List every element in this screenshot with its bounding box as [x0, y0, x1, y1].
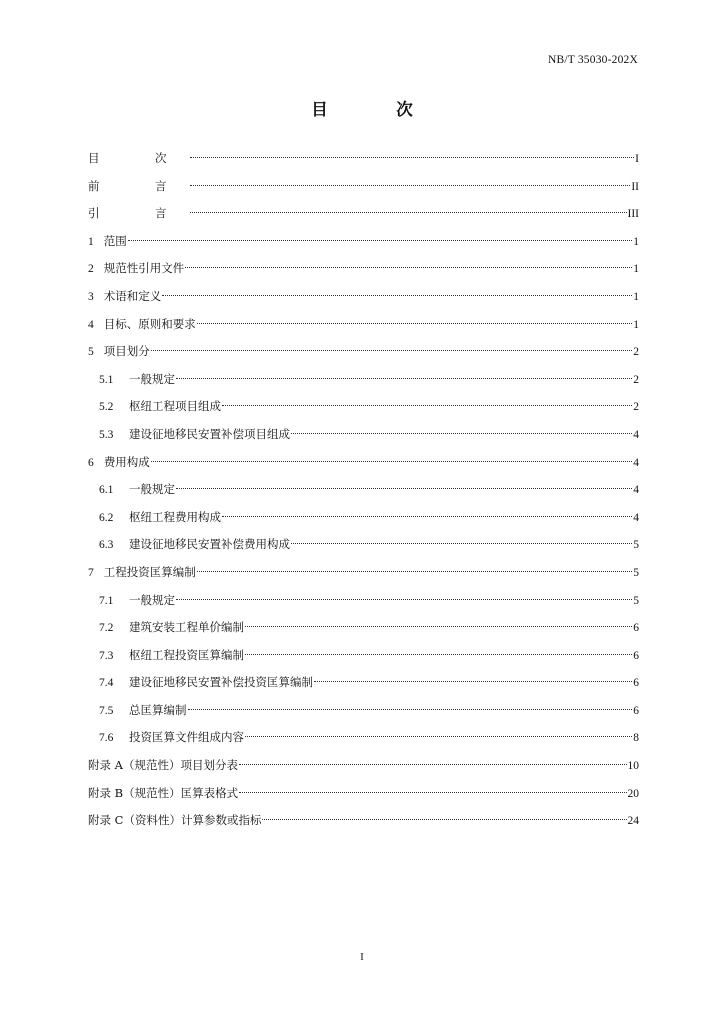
toc-entry-page: 2: [633, 373, 639, 386]
toc-entry-label: [99, 396, 221, 417]
toc-entry[interactable]: [88, 258, 639, 286]
toc-entry[interactable]: [88, 231, 639, 259]
toc-entry-number: 7.6: [99, 732, 114, 745]
toc-dot-leader: [239, 792, 626, 793]
toc-entry-page: 4: [633, 484, 639, 497]
toc-entry[interactable]: [88, 452, 639, 480]
toc-entry[interactable]: [88, 755, 639, 783]
toc-entry-text: 建筑安装工程单价编制: [129, 620, 244, 635]
toc-entry-label: [99, 617, 244, 638]
toc-entry-page: 10: [627, 760, 639, 773]
toc-entry-number: 4: [88, 318, 94, 331]
toc-dot-leader: [176, 378, 632, 379]
toc-entry-label: [99, 534, 290, 555]
toc-dot-leader: [197, 323, 633, 324]
toc-entry[interactable]: [88, 534, 639, 562]
toc-entry-text: 一般规定: [129, 592, 175, 607]
toc-entry-text: 工程投资匡算编制: [103, 564, 196, 579]
toc-dot-leader: [190, 157, 635, 158]
toc-entry-number: 7.2: [99, 622, 114, 635]
toc-dot-leader: [314, 681, 632, 682]
toc-entry-text: 附录 C（资料性）计算参数或指标: [88, 813, 262, 828]
toc-entry-number: 6.1: [99, 484, 114, 497]
toc-entry-page: 1: [633, 318, 639, 331]
toc-entry-page: 8: [633, 732, 639, 745]
toc-entry-page: 1: [633, 263, 639, 276]
toc-entry-page: 6: [633, 622, 639, 635]
toc-dot-leader: [190, 212, 627, 213]
toc-entry-label: [99, 672, 313, 693]
toc-entry[interactable]: [88, 507, 639, 535]
toc-entry[interactable]: [88, 396, 639, 424]
toc-entry-number: 7.3: [99, 649, 114, 662]
toc-dot-leader: [151, 461, 633, 462]
toc-entry-label: [88, 341, 150, 362]
toc-dot-leader: [162, 295, 632, 296]
toc-entry[interactable]: [88, 314, 639, 342]
toc-entry-label: [99, 590, 175, 611]
toc-entry[interactable]: [88, 176, 639, 204]
toc-entry[interactable]: [88, 783, 639, 811]
toc-entry[interactable]: [88, 700, 639, 728]
toc-entry-label: [88, 810, 261, 830]
toc-entry-label: [99, 507, 221, 528]
toc-entry-label: [88, 148, 189, 168]
toc-entry-number: 2: [88, 263, 94, 276]
toc-entry-page: III: [627, 208, 639, 221]
toc-entry[interactable]: [88, 286, 639, 314]
table-of-contents: [88, 148, 639, 838]
toc-entry-text: 枢纽工程项目组成: [129, 399, 221, 414]
toc-entry-label: [88, 258, 184, 279]
toc-entry-label: [88, 755, 238, 775]
toc-entry-number: 5.3: [99, 428, 114, 441]
toc-entry-label: [99, 369, 175, 390]
toc-entry-text: 建设征地移民安置补偿投资匡算编制: [129, 675, 313, 690]
toc-entry-page: 1: [633, 235, 639, 248]
toc-entry-text: 附录 A（规范性）项目划分表: [88, 758, 238, 773]
toc-entry-number: 7.1: [99, 594, 114, 607]
toc-entry-text: 一般规定: [129, 482, 175, 497]
toc-entry-text: 一般规定: [129, 371, 175, 386]
toc-dot-leader: [291, 433, 632, 434]
toc-entry-page: 2: [633, 346, 639, 359]
toc-entry-label: [99, 645, 244, 666]
toc-entry[interactable]: [88, 479, 639, 507]
toc-dot-leader: [239, 764, 627, 765]
toc-entry-label: [88, 783, 238, 803]
toc-entry-page: 4: [633, 428, 639, 441]
toc-dot-leader: [291, 543, 632, 544]
document-code: NB/T 35030-202X: [548, 54, 638, 66]
toc-entry-text: 引 言: [88, 206, 189, 221]
toc-entry-label: [88, 176, 189, 196]
toc-dot-leader: [151, 350, 633, 351]
toc-entry-text: 枢纽工程费用构成: [129, 509, 221, 524]
toc-entry-text: 术语和定义: [103, 288, 162, 303]
toc-entry-page: 5: [633, 594, 639, 607]
toc-dot-leader: [197, 571, 633, 572]
toc-entry-page: 24: [627, 815, 639, 828]
toc-entry-label: [99, 727, 244, 748]
toc-entry-page: 4: [633, 511, 639, 524]
toc-entry-number: 1: [88, 235, 94, 248]
toc-entry[interactable]: [88, 590, 639, 618]
toc-dot-leader: [190, 185, 631, 186]
toc-entry-label: [88, 562, 196, 583]
toc-entry-label: [99, 424, 290, 445]
toc-entry-number: 3: [88, 290, 94, 303]
toc-dot-leader: [185, 267, 632, 268]
toc-entry-label: [88, 286, 161, 307]
toc-entry-label: [99, 700, 187, 721]
toc-dot-leader: [176, 488, 632, 489]
toc-dot-leader: [188, 709, 633, 710]
toc-entry-label: [88, 203, 189, 223]
toc-entry-page: 5: [633, 539, 639, 552]
toc-entry-text: 费用构成: [103, 454, 150, 469]
toc-entry-page: I: [635, 153, 639, 165]
toc-entry[interactable]: [88, 424, 639, 452]
toc-entry-text: 附录 B（规范性）匡算表格式: [88, 785, 239, 800]
page-title: 目 次: [311, 100, 439, 119]
toc-entry-text: 前 言: [88, 178, 189, 193]
toc-entry[interactable]: [88, 148, 639, 176]
toc-entry[interactable]: [88, 562, 639, 590]
toc-entry-page: II: [631, 180, 639, 193]
toc-entry-label: [88, 452, 150, 473]
toc-dot-leader: [245, 736, 632, 737]
toc-entry-text: 目 次: [88, 151, 189, 165]
toc-dot-leader: [176, 599, 632, 600]
toc-dot-leader: [222, 405, 632, 406]
toc-entry-number: 5.2: [99, 401, 114, 414]
toc-entry-page: 5: [633, 566, 639, 579]
toc-entry-text: 投资匡算文件组成内容: [129, 730, 244, 745]
toc-entry-text: 目标、原则和要求: [103, 316, 196, 331]
toc-dot-leader: [222, 516, 632, 517]
toc-entry[interactable]: [88, 203, 639, 231]
toc-entry-page: 6: [633, 677, 639, 690]
toc-entry-page: 4: [633, 456, 639, 469]
toc-entry[interactable]: [88, 369, 639, 397]
toc-entry-page: 2: [633, 401, 639, 414]
toc-dot-leader: [245, 654, 632, 655]
toc-entry[interactable]: [88, 341, 639, 369]
toc-entry-number: 7: [88, 566, 94, 579]
toc-entry-page: 6: [633, 649, 639, 662]
toc-entry-text: 项目划分: [103, 344, 150, 359]
toc-entry[interactable]: [88, 810, 639, 838]
toc-entry[interactable]: [88, 645, 639, 673]
toc-entry-number: 6.3: [99, 539, 114, 552]
toc-entry[interactable]: [88, 727, 639, 755]
toc-entry-text: 枢纽工程投资匡算编制: [129, 647, 244, 662]
toc-entry-label: [88, 314, 196, 335]
toc-entry-page: 6: [633, 704, 639, 717]
toc-entry-text: 范围: [103, 233, 127, 248]
toc-entry-number: 7.5: [99, 704, 114, 717]
toc-entry[interactable]: [88, 617, 639, 645]
toc-entry-text: 总匡算编制: [129, 702, 187, 717]
toc-dot-leader: [262, 819, 626, 820]
toc-entry-number: 6: [88, 456, 94, 469]
toc-entry-page: 1: [633, 290, 639, 303]
toc-entry-number: 5.1: [99, 373, 114, 386]
toc-entry-label: [88, 231, 127, 252]
toc-entry-text: 规范性引用文件: [103, 261, 185, 276]
toc-entry-text: 建设征地移民安置补偿费用构成: [129, 537, 290, 552]
toc-entry[interactable]: [88, 672, 639, 700]
toc-entry-number: 6.2: [99, 511, 114, 524]
toc-entry-label: [99, 479, 175, 500]
toc-entry-number: 7.4: [99, 677, 114, 690]
toc-entry-text: 建设征地移民安置补偿项目组成: [129, 426, 290, 441]
toc-dot-leader: [128, 240, 633, 241]
toc-dot-leader: [245, 626, 632, 627]
page-number: I: [360, 952, 364, 963]
toc-entry-page: 20: [627, 787, 639, 800]
toc-entry-number: 5: [88, 346, 94, 359]
